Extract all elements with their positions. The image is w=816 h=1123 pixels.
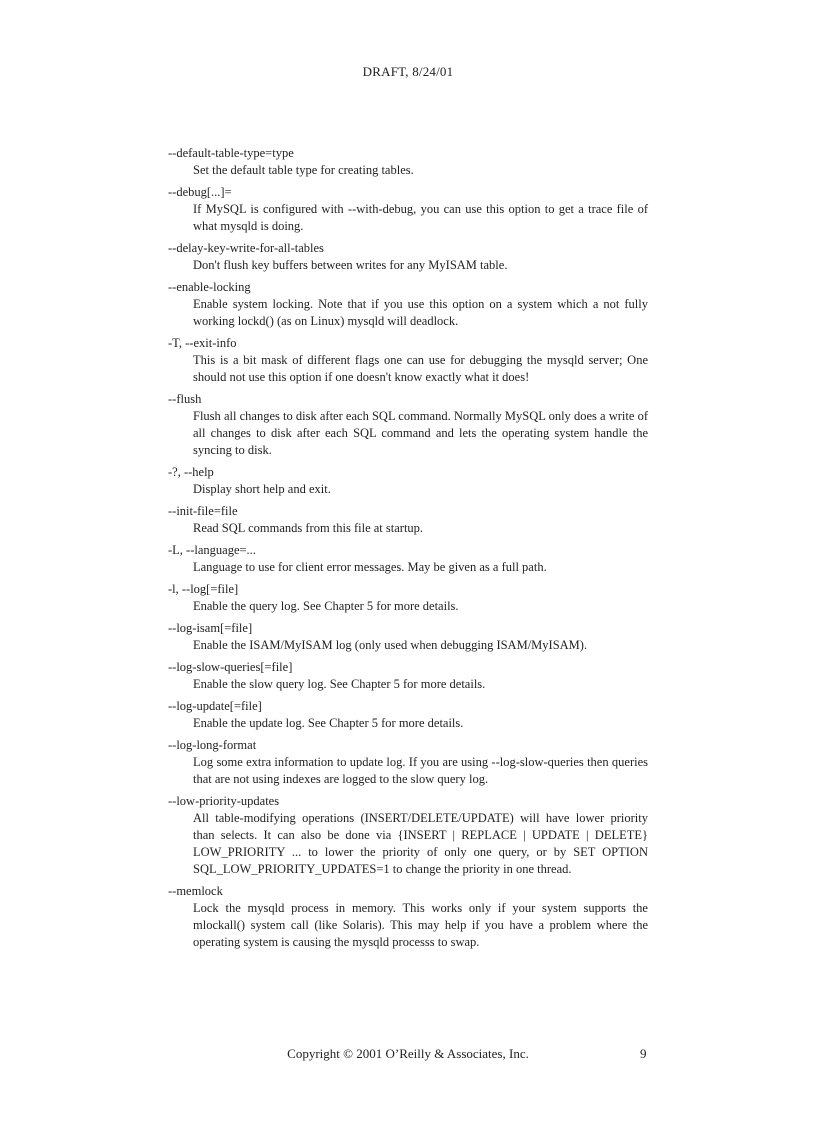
option-term: --log-update[=file] [168, 699, 262, 713]
option-description: Enable the slow query log. See Chapter 5 for more details. [193, 677, 486, 691]
option-description: All table-modifying operations (INSERT/DELETE/UPDATE) will have lower priority than selects. It can also be done via {INSERT | REPLACE | UPDATE | DELETE} LOW_PRIORITY ... to lower the priority of only one query, or by SET OPTION SQL_LOW_PRIORITY_UPDATES=1 to change the priority in one thread. [193, 811, 648, 876]
option-description: Enable system locking. Note that if you use this option on a system which a not fully working lockd() (as on Linux) mysqld will deadlock. [193, 297, 648, 328]
option-entry [168, 240, 648, 274]
option-entry [168, 581, 648, 615]
option-entry [168, 391, 648, 459]
option-entry [168, 279, 648, 330]
option-entry [168, 503, 648, 537]
option-entry [168, 883, 648, 951]
option-entry [168, 335, 648, 386]
option-entry [168, 659, 648, 693]
page-number: 9 [640, 1046, 647, 1061]
option-entry [168, 542, 648, 576]
option-description: Read SQL commands from this file at startup. [193, 521, 424, 535]
option-entry [168, 737, 648, 788]
option-term: --log-long-format [168, 738, 257, 752]
option-term: -L, --language=... [168, 543, 256, 557]
option-description: Lock the mysqld process in memory. This works only if your system supports the mlockall() system call (like Solaris). This may help if you have a problem where the operating system is causing the mysqld processs to swap. [193, 901, 648, 949]
page-header: DRAFT, 8/24/01 [362, 64, 454, 79]
option-description: Log some extra information to update log. If you are using --log-slow-queries then queries that are not using indexes are logged to the slow query log. [193, 755, 648, 786]
option-description: Enable the query log. See Chapter 5 for more details. [193, 599, 459, 613]
option-term: -l, --log[=file] [168, 582, 239, 596]
option-description: Display short help and exit. [193, 482, 331, 496]
option-term: --log-slow-queries[=file] [168, 660, 293, 674]
option-description: Enable the update log. See Chapter 5 for more details. [193, 716, 464, 730]
option-term: --init-file=file [168, 504, 238, 518]
option-term: --debug[...]= [168, 185, 232, 199]
option-term: -?, --help [168, 465, 214, 479]
option-term: --flush [168, 392, 202, 406]
option-entry [168, 793, 648, 878]
option-term: -T, --exit-info [168, 336, 237, 350]
option-term: --enable-locking [168, 280, 251, 294]
option-description: Enable the ISAM/MyISAM log (only used when debugging ISAM/MyISAM). [193, 638, 588, 652]
option-description: Language to use for client error messages. May be given as a full path. [193, 560, 547, 574]
option-description: Flush all changes to disk after each SQL command. Normally MySQL only does a write of all changes to disk after each SQL command and lets the operating system handle the syncing to disk. [193, 409, 648, 457]
option-term: --memlock [168, 884, 223, 898]
option-entry [168, 464, 648, 498]
option-term: --default-table-type=type [168, 146, 294, 160]
option-term: --log-isam[=file] [168, 621, 253, 635]
copyright-notice: Copyright © 2001 O’Reilly & Associates, Inc. [287, 1046, 529, 1061]
option-term: --low-priority-updates [168, 794, 280, 808]
option-description: This is a bit mask of different flags one can use for debugging the mysqld server; One should not use this option if one doesn't know exactly what it does! [193, 353, 648, 384]
option-description: If MySQL is configured with --with-debug, you can use this option to get a trace file of what mysqld is doing. [193, 202, 648, 233]
option-entry [168, 184, 648, 235]
option-entry [168, 698, 648, 732]
option-description: Set the default table type for creating tables. [193, 163, 414, 177]
option-description: Don't flush key buffers between writes for any MyISAM table. [193, 258, 508, 272]
option-list [168, 145, 648, 956]
option-entry [168, 620, 648, 654]
option-entry [168, 145, 648, 179]
option-term: --delay-key-write-for-all-tables [168, 241, 324, 255]
